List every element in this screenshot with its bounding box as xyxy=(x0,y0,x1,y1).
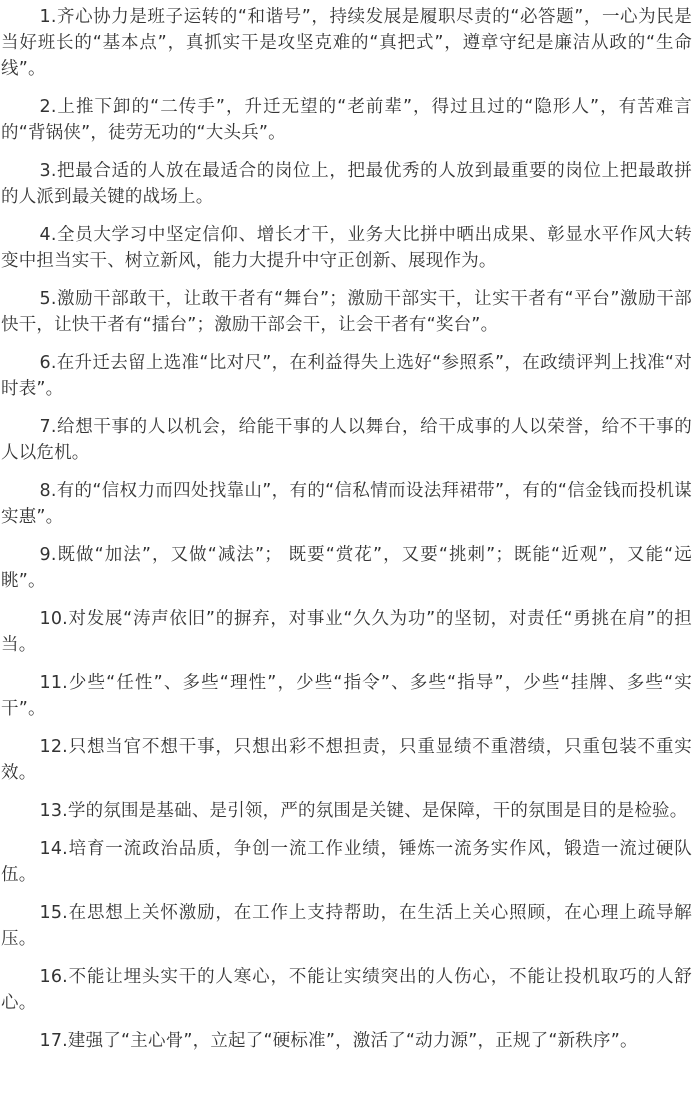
paragraph-4: 4.全员大学习中坚定信仰、增长才干，业务大比拼中晒出成果、彰显水平作风大转变中担当实干、树立新风，能力大提升中守正创新、展现作为。 xyxy=(1,225,692,271)
paragraph-16: 16.不能让埋头实干的人寒心，不能让实绩突出的人伤心，不能让投机取巧的人舒心。 xyxy=(1,967,692,1013)
paragraph-15: 15.在思想上关怀激励，在工作上支持帮助，在生活上关心照顾，在心理上疏导解压。 xyxy=(1,903,692,949)
paragraph-13: 13.学的氛围是基础、是引领，严的氛围是关键、是保障，干的氛围是目的是检验。 xyxy=(39,801,688,821)
paragraph-2: 2.上推下卸的“二传手”，升迁无望的“老前辈”，得过且过的“隐形人”，有苦难言的“背锅侠”，徒劳无功的“大头兵”。 xyxy=(1,97,692,143)
paragraph-8: 8.有的“信权力而四处找靠山”，有的“信私情而设法拜裙带”，有的“信金钱而投机谋实惠”。 xyxy=(1,481,692,527)
paragraph-5: 5.激励干部敢干，让敢干者有“舞台”；激励干部实干，让实干者有“平台”激励干部快干，让快干者有“擂台”；激励干部会干，让会干者有“奖台”。 xyxy=(1,289,692,335)
paragraph-12: 12.只想当官不想干事，只想出彩不想担责，只重显绩不重潜绩，只重包装不重实效。 xyxy=(1,737,692,783)
paragraph-3: 3.把最合适的人放在最适合的岗位上，把最优秀的人放到最重要的岗位上把最敢拼的人派到最关键的战场上。 xyxy=(1,161,692,207)
paragraph-1: 1.齐心协力是班子运转的“和谐号”，持续发展是履职尽责的“必答题”，一心为民是当好班长的“基本点”，真抓实干是攻坚克难的“真把式”，遵章守纪是廉洁从政的“生命线”。 xyxy=(1,7,692,79)
paragraph-11: 11.少些“任性”、多些“理性”，少些“指令”、多些“指导”，少些“挂牌、多些“实干”。 xyxy=(1,673,692,719)
paragraph-9: 9.既做“加法”，又做“减法”； 既要“赏花”，又要“挑刺”；既能“近观”，又能“远眺”。 xyxy=(1,545,692,591)
paragraph-7: 7.给想干事的人以机会，给能干事的人以舞台，给干成事的人以荣誉，给不干事的人以危机。 xyxy=(1,417,692,463)
paragraph-14: 14.培育一流政治品质，争创一流工作业绩，锤炼一流务实作风，锻造一流过硬队伍。 xyxy=(1,839,692,885)
paragraph-17: 17.建强了“主心骨”，立起了“硬标准”，激活了“动力源”，正规了“新秩序”。 xyxy=(39,1031,638,1051)
paragraph-10: 10.对发展“涛声依旧”的摒弃，对事业“久久为功”的坚韧，对责任“勇挑在肩”的担当。 xyxy=(1,609,692,655)
paragraph-6: 6.在升迁去留上选准“比对尺”，在利益得失上选好“参照系”，在政绩评判上找准“对时表”。 xyxy=(1,353,692,399)
